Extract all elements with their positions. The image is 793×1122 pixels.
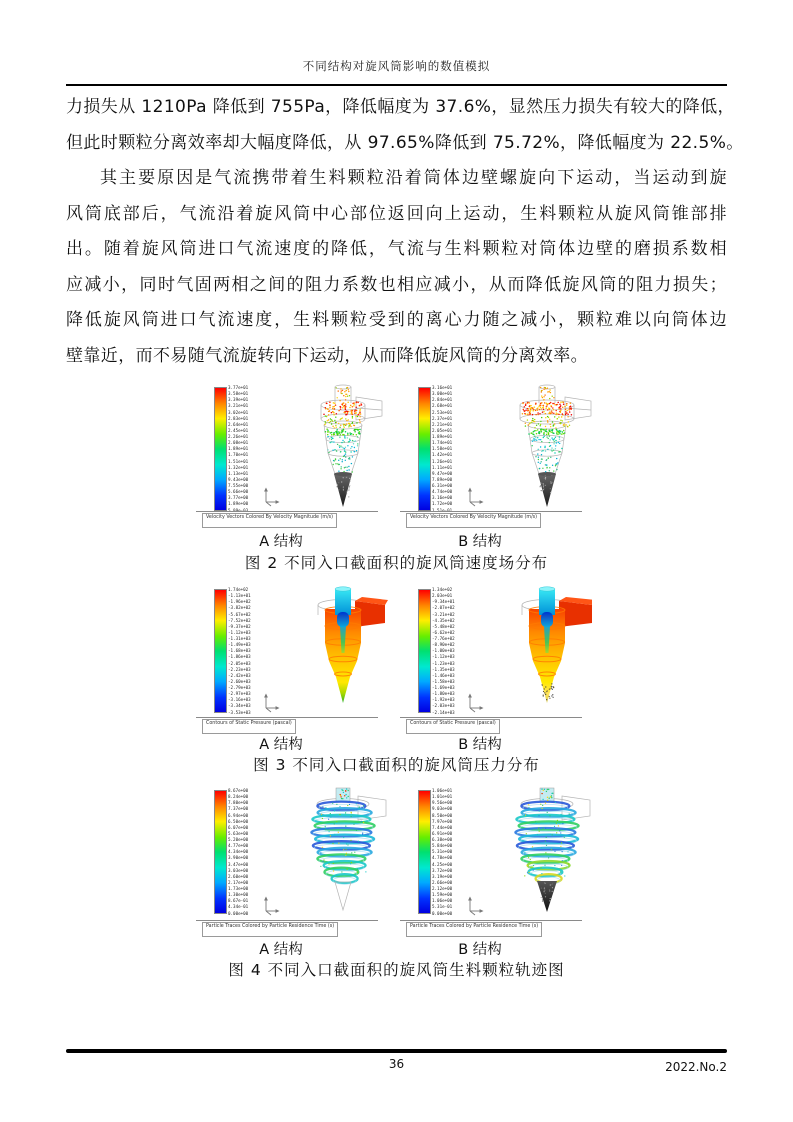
legend-tick: 1.72e+00	[432, 501, 453, 507]
figure2-label-a: A 结构	[259, 534, 303, 550]
legend-tick: 3.72e+00	[432, 867, 453, 873]
legend-tick: -7.52e+02	[228, 617, 251, 623]
body-line: 应减小，同时气固两相之间的阻力系数也相应减小，从而降低旋风筒的阻力损失；	[66, 274, 727, 295]
body-line: 力损失从 1210Pa 降低到 755Pa，降低幅度为 37.6%，显然压力损失有较大的降低，	[66, 97, 735, 117]
legend-tick: 3.77e+01	[228, 385, 249, 390]
legend-tick: -1.35e+03	[432, 666, 455, 672]
legend-tick: 8.67e-01	[228, 898, 249, 904]
legend-tick: 2.26e+01	[228, 434, 249, 439]
legend-tick: -2.97e+03	[228, 691, 251, 697]
legend-tick: -5.48e+02	[432, 623, 455, 629]
legend-tick: 7.55e+00	[228, 483, 249, 488]
legend-tick: 1.30e+00	[228, 892, 249, 898]
legend-tick: 1.74e+02	[228, 587, 249, 592]
legend-tick: 3.47e+00	[228, 861, 249, 867]
legend-tick: -2.07e+02	[432, 605, 455, 611]
legend-tick: 3.19e+00	[432, 873, 453, 879]
legend-tick: -2.03e+03	[432, 703, 455, 709]
header-rule	[66, 84, 727, 86]
legend-tick: -1.23e+03	[432, 660, 455, 666]
panel-caption: Contours of Static Pressure (pascal)	[406, 719, 500, 735]
legend-gradient-bar	[214, 589, 227, 713]
legend-tick: -3.53e+03	[228, 709, 251, 715]
figure2-panel-b	[400, 383, 586, 529]
body-line: 出。随着旋风筒进口气流速度的降低，气流与生料颗粒对筒体边壁的磨损系数相	[66, 239, 727, 259]
panel-caption: Velocity Vectors Colored By Velocity Magnitude (m/s)	[202, 513, 337, 529]
panel-caption: Particle Traces Colored by Particle Residence Time (s)	[406, 922, 542, 938]
axis-triad-icon	[262, 896, 280, 916]
legend-tick: 3.00e+01	[432, 391, 453, 397]
legend-tick: 1.34e+02	[432, 587, 453, 592]
legend-gradient-bar	[418, 387, 431, 511]
legend-tick: 2.68e+01	[432, 403, 453, 409]
axis-triad-icon	[466, 487, 484, 507]
figure4-label-a: A 结构	[259, 942, 303, 958]
legend-tick: 6.94e+00	[228, 812, 249, 818]
legend-tick: 5.66e+00	[228, 489, 249, 495]
legend-tick: -3.82e+02	[228, 605, 251, 611]
legend-tick: 3.77e+00	[228, 495, 249, 501]
legend-tick: 1.89e+00	[228, 501, 249, 507]
legend-tick: -1.80e+03	[432, 691, 455, 697]
legend-tick: 6.07e+00	[228, 824, 249, 830]
legend-tick: 1.06e+00	[432, 898, 453, 904]
figure4-panel-a	[196, 786, 382, 938]
legend-tick: -1.13e+01	[228, 593, 251, 599]
legend-tick: 2.17e+00	[228, 879, 249, 885]
legend-tick: 9.03e+00	[432, 806, 453, 812]
legend-tick: 5.31e+00	[432, 849, 453, 855]
legend-tick: 7.37e+00	[228, 806, 249, 812]
legend-tick: 3.90e+00	[228, 855, 249, 861]
figure2-label-b: B 结构	[458, 534, 502, 550]
legend-tick: 5.09e-03	[228, 507, 249, 513]
legend-tick: -4.35e+02	[432, 617, 455, 623]
legend-tick: -2.42e+03	[228, 672, 251, 678]
legend-tick: 2.03e+01	[432, 593, 453, 599]
cyclone-traces-image-b	[502, 786, 592, 914]
legend-gradient-bar	[418, 790, 431, 914]
legend-tick: 1.06e+01	[432, 788, 453, 793]
legend-tick: -2.05e+03	[228, 660, 251, 666]
figure4-panel-b	[400, 786, 586, 938]
legend-tick: -1.12e+03	[228, 629, 251, 635]
legend-tick: -3.21e+02	[432, 611, 455, 617]
legend-tick: 1.42e+01	[432, 452, 453, 458]
figure3-label-a: A 结构	[259, 737, 303, 753]
legend-tick: 7.44e+00	[432, 824, 453, 830]
legend-tick: 1.13e+01	[228, 470, 249, 476]
legend-tick: -1.58e+03	[432, 678, 455, 684]
legend-tick: 7.80e+00	[228, 800, 249, 806]
legend-tick: -5.67e+02	[228, 611, 251, 617]
figure4-label-b: B 结构	[458, 942, 502, 958]
panel-caption: Contours of Static Pressure (pascal)	[202, 719, 296, 735]
legend-tick: 2.83e+01	[228, 415, 249, 421]
legend-tick: 7.97e+00	[432, 818, 453, 824]
legend-tick: 1.89e+01	[432, 434, 453, 439]
legend-gradient-bar	[418, 589, 431, 713]
footer-rule	[66, 1049, 727, 1053]
legend-tick: 3.02e+01	[228, 409, 249, 415]
legend-tick: -1.69e+03	[432, 685, 455, 690]
legend-tick: 2.05e+01	[432, 427, 453, 433]
legend-tick: 1.70e+01	[228, 452, 249, 458]
legend-tick: 5.84e+00	[432, 843, 453, 849]
legend-tick: -7.76e+02	[432, 636, 455, 641]
cyclone-pressure-image-b	[502, 585, 592, 713]
legend-tick: 6.31e+00	[432, 483, 453, 488]
legend-tick: -8.90e+02	[432, 642, 455, 648]
cyclone-velocity-image-a	[298, 383, 388, 511]
body-line: 但此时颗粒分离效率却大幅度降低，从 97.65%降低到 75.72%，降低幅度为 22.5%。	[66, 132, 744, 153]
panel-caption: Velocity Vectors Colored By Velocity Magnitude (m/s)	[406, 513, 541, 529]
body-line: 降低旋风筒进口气流速度，生料颗粒受到的离心力随之减小，颗粒难以向筒体边	[66, 310, 727, 330]
legend-tick: 3.16e+01	[432, 385, 453, 390]
legend-gradient-bar	[214, 387, 227, 511]
cyclone-traces-image-a	[298, 786, 388, 914]
body-line: 风筒底部后，气流沿着旋风筒中心部位返回向上运动，生料颗粒从旋风筒锥部排	[66, 203, 727, 224]
cyclone-velocity-image-b	[502, 383, 592, 511]
legend-tick: -1.68e+03	[228, 648, 251, 654]
legend-tick: 4.25e+00	[432, 861, 453, 867]
legend-tick: 4.34e+00	[228, 849, 249, 855]
legend-tick: -6.62e+02	[432, 629, 455, 635]
legend-gradient-bar	[214, 790, 227, 914]
legend-tick: 2.45e+01	[228, 427, 249, 433]
legend-tick: -3.16e+03	[228, 697, 251, 703]
body-text	[66, 90, 744, 374]
legend-tick: 2.66e+00	[432, 879, 453, 885]
legend-tick: -1.12e+03	[432, 654, 455, 660]
legend-tick: -1.31e+03	[228, 636, 251, 641]
legend-tick: -1.00e+03	[432, 648, 455, 654]
legend-tick: 1.58e+01	[432, 446, 453, 452]
axis-triad-icon	[466, 693, 484, 713]
legend-tick: -1.86e+03	[228, 654, 251, 660]
legend-tick: 8.50e+00	[432, 812, 453, 818]
legend-tick: 1.01e+01	[432, 794, 453, 800]
legend-tick: 9.56e+00	[432, 800, 453, 806]
figure3-panel-b	[400, 585, 586, 735]
legend-tick: 0.00e+00	[228, 910, 249, 916]
legend-tick: 1.51e+01	[228, 458, 249, 464]
legend-tick: 0.00e+00	[432, 910, 453, 916]
legend-tick: -2.14e+03	[432, 709, 455, 715]
legend-tick: 2.64e+01	[228, 421, 249, 427]
legend-tick: 6.38e+00	[432, 837, 453, 842]
axis-triad-icon	[262, 693, 280, 713]
legend-tick: -9.34e+01	[432, 599, 455, 605]
legend-tick: 1.26e+01	[432, 458, 453, 464]
legend-tick: 3.16e+00	[432, 495, 453, 501]
figure3-label-b: B 结构	[458, 737, 502, 753]
cyclone-pressure-image-a	[298, 585, 388, 713]
legend-tick: 2.37e+01	[432, 415, 453, 421]
body-line: 壁靠近，而不易随气流旋转向下运动，从而降低旋风筒的分离效率。	[66, 345, 588, 366]
legend-tick: 4.77e+00	[228, 843, 249, 849]
legend-tick: -3.34e+03	[228, 703, 251, 709]
legend-tick: 1.32e+01	[228, 464, 249, 470]
legend-tick: 1.51e-01	[432, 507, 453, 513]
figure2-caption: 图 2 不同入口截面积的旋风筒速度场分布	[244, 554, 549, 572]
legend-tick: 2.53e+01	[432, 409, 453, 415]
legend-tick: 2.08e+01	[228, 440, 249, 446]
legend-tick: 1.11e+01	[432, 464, 453, 470]
figure3-panel-a	[196, 585, 382, 735]
legend-tick: 1.89e+01	[228, 446, 249, 452]
legend-tick: -1.96e+02	[228, 599, 251, 605]
legend-tick: 2.84e+01	[432, 397, 453, 403]
legend-tick: 4.74e+00	[432, 489, 453, 495]
legend-tick: -1.49e+03	[228, 642, 251, 648]
legend-tick: -2.23e+03	[228, 666, 251, 672]
figure3-caption: 图 3 不同入口截面积的旋风筒压力分布	[253, 756, 540, 774]
legend-tick: 6.50e+00	[228, 818, 249, 824]
legend-tick: 1.74e+01	[432, 440, 453, 446]
legend-tick: 3.58e+01	[228, 391, 249, 397]
legend-tick: -1.46e+03	[432, 672, 455, 678]
legend-tick: 1.59e+00	[432, 892, 453, 898]
legend-tick: 2.21e+01	[432, 421, 453, 427]
body-line: 其主要原因是气流携带着生料颗粒沿着筒体边壁螺旋向下运动，当运动到旋	[100, 168, 727, 188]
legend-tick: 1.73e+00	[228, 886, 249, 891]
legend-tick: 4.34e-01	[228, 904, 249, 910]
axis-triad-icon	[262, 487, 280, 507]
legend-tick: 7.89e+00	[432, 476, 453, 482]
legend-tick: 5.63e+00	[228, 830, 249, 836]
legend-tick: -2.60e+03	[228, 678, 251, 684]
figure2-panel-a	[196, 383, 382, 529]
legend-tick: 8.67e+00	[228, 788, 249, 793]
page-number: 36	[388, 1057, 405, 1071]
legend-tick: -1.92e+03	[432, 697, 455, 703]
legend-tick: 3.21e+01	[228, 403, 249, 409]
legend-tick: -2.79e+03	[228, 685, 251, 690]
legend-tick: 3.39e+01	[228, 397, 249, 403]
legend-tick: 4.78e+00	[432, 855, 453, 861]
legend-tick: -9.37e+02	[228, 623, 251, 629]
legend-tick: 9.43e+00	[228, 476, 249, 482]
axis-triad-icon	[466, 896, 484, 916]
legend-tick: 2.12e+00	[432, 886, 453, 891]
figure4-caption: 图 4 不同入口截面积的旋风筒生料颗粒轨迹图	[228, 961, 565, 979]
legend-tick: 8.24e+00	[228, 794, 249, 800]
issue-number: 2022.No.2	[665, 1060, 727, 1074]
legend-tick: 3.03e+00	[228, 867, 249, 873]
legend-tick: 2.60e+00	[228, 873, 249, 879]
panel-caption: Particle Traces Colored by Particle Residence Time (s)	[202, 922, 338, 938]
legend-tick: 5.31e-01	[432, 904, 453, 910]
legend-tick: 5.20e+00	[228, 837, 249, 842]
legend-tick: 9.47e+00	[432, 470, 453, 476]
legend-tick: 6.91e+00	[432, 830, 453, 836]
running-head-title: 不同结构对旋风筒影响的数值模拟	[302, 59, 491, 73]
